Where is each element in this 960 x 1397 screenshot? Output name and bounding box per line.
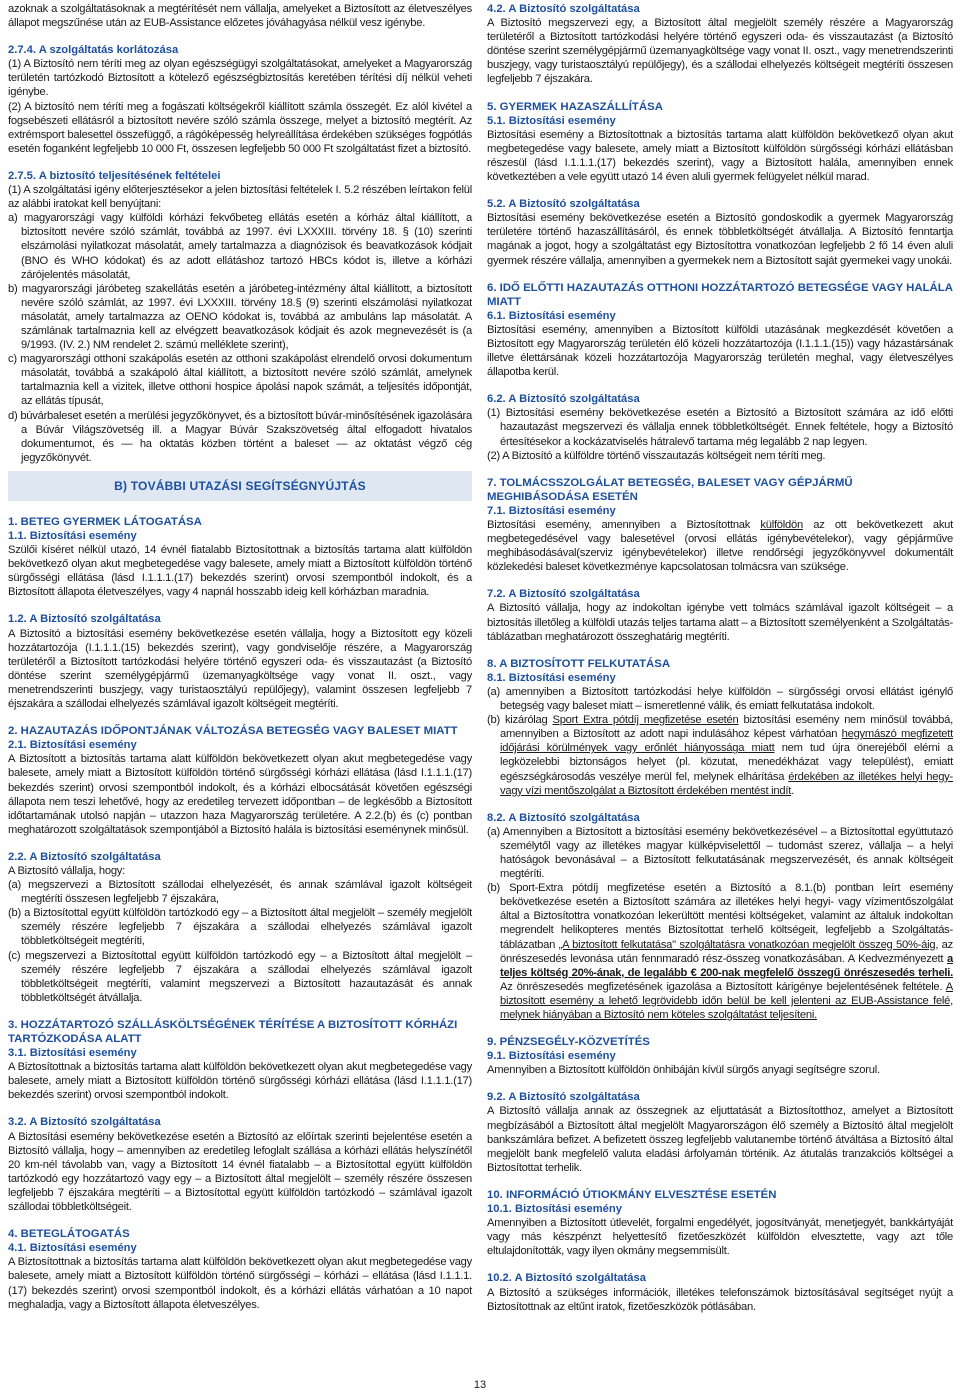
section-5-heading: 5. GYERMEK HAZASZÁLLÍTÁSA: [487, 100, 663, 113]
section-6-heading: 6. IDŐ ELŐTTI HAZAUTAZÁS OTTHONI HOZZÁTARTOZÓ BETEGSÉGE VAGY HALÁLA MIATT: [487, 281, 953, 308]
subsection-heading: 3.1. Biztosítási esemény: [8, 1047, 137, 1060]
underlined-text: érdekében az illetékes helyi hegy- vagy vízi mentőszolgálat a Biztosított érdekében mentést indít: [500, 770, 953, 797]
paragraph: Amennyiben a Biztosított útlevelét, forgalmi engedélyét, jogosítványát, menetjegyét, bankkártyáját vagy más készpénzt helyettesítő fizetőeszközét külföldön elvesztette, vagy azt tőle eltulajdonították, vagy ilyen okmány megsemmisült.: [487, 1217, 953, 1258]
paragraph: A Biztosító vállalja, hogy az indokoltan igénybe vett tolmács számlával igazolt költségeit – a biztosítás illetőleg a külföldi utazás teljes tartama alatt – a Biztosított személyenként a Szolgáltatás-táblázatban meghatározott összeghatárig megtéríti.: [487, 602, 953, 643]
underlined-text: hegymászó megfizetett időjárási körülmények vagy erőnlét hiányossága miatt: [500, 728, 953, 755]
list-item: c) magyarországi otthoni szakápolás esetén az otthoni szakápolást elrendelő orvosi dokumentum másolatát, továbbá a szakápoló által kiállított, a biztosított nevére szóló számlát, amelynek tartalmaznia kell a vizitek, illetve otthoni hospice ápolási napok számát, a teljesítés időpontját, az ellátás típusát,: [8, 353, 472, 408]
section-2-7-4-heading: [8, 43, 472, 57]
subsection-heading: 4.2. A Biztosító szolgáltatása: [487, 3, 640, 15]
paragraph: A Biztosító megszervezi egy, a Biztosított által megjelölt személy részére a Magyarország területéről a Biztosított tartózkodási helyére történő egyszeri oda- és visszautazást (a Biztosító döntése szerint személygépjármű üzemanyagköltsége vagy vonat II. oszt., vagy menetrendszerinti buszjegy, vagy turistaosztályú repülőjegy), és a szállodai elhelyezés költségeit megtéríti összesen legfeljebb 7 éjszakára.: [487, 17, 953, 86]
paragraph: Szülői kíséret nélkül utazó, 14 évnél fiatalabb Biztosítottnak a biztosítás tartama alatt külföldön bekövetkező olyan akut megbetegedése vagy balesete, amely miatt a Biztosított külföldön történő sürgősségi ellátása (lásd I.1.1.1.(17) bekezdés szerint) orvosi szempontból indokolt, és a Biztosított állapota életveszélyes, vagy 4 napnál hosszabb ideig kell kórházban maradnia.: [8, 544, 472, 599]
subsection-heading: 6.2. A Biztosító szolgáltatása: [487, 393, 640, 406]
section-8-heading: 8. A BIZTOSÍTOTT FELKUTATÁSA: [487, 657, 671, 670]
list-item: (1) Biztosítási esemény bekövetkezése esetén a Biztosító a Biztosított számára az idő előtti hazautazást megszervezi és vállalja ennek többletköltségét. Ennek feltétele, hogy a Biztosító értesítésekor a kockázatviselés hátralevő tartama még legalább 2 nap legyen.: [487, 407, 953, 448]
text-run: (b) Sport-Extra pótdíj megfizetése esetén a Biztosító a 8.1.(b) pontban leírt esemény bekövetkezése esetén a Biztosított számára az illetékes helyi hegyi- vagy vízimentőszolgálat által a Biztosítottra vonatkozóan lekerültött mentési költségeket, valamint az általuk indokoltan megrendelt helikopteres mentés Biztosítottat terhelő költségeit, legfeljebb a Szolgáltatás-táblázatban: [487, 882, 953, 951]
paragraph: Amennyiben a Biztosított külföldön önhibáján kívül sürgős anyagi segítségre szorul.: [487, 1064, 880, 1077]
text-run: .: [791, 784, 794, 797]
paragraph: Biztosítási esemény a Biztosítottnak a biztosítás tartama alatt külföldön bekövetkező olyan akut megbetegedése vagy balesete, amely miatt a Biztosított külföldön sürgősségi kórházi ellátásban részesül (lásd I.1.1.1.(17) bekezdés szerint), vagy a Biztosított halála, amennyiben ennek következtében a vele együtt utazó 14 éven aluli gyermek felügyelet nélkül marad.: [487, 128, 953, 184]
underlined-text: „A biztosított felkutatása" szolgáltatásra vonatkozóan megjelölt összeg 50%-áig: [558, 938, 936, 951]
paragraph: A Biztosító a biztosítási esemény bekövetkezése esetén vállalja, hogy a Biztosított egy közeli hozzátartozója (I.1.1.1.(15) bekezdés szerint), vagy gondviselője részére, a Magyarország területéről a Biztosított tartózkodási helyére történő egyszeri oda- és visszautazást (a Biztosító döntése szerint személygépjármű üzemanyagköltsége vagy vonat II. oszt., vagy menetrendszerinti buszjegy, vagy turistaosztályú repülőjegy), valamint összesen legfeljebb 7 éjszakára a szállodai elhelyezés számlával igazolt költségeit megtéríti.: [8, 627, 472, 711]
subsection-heading: 4.1. Biztosítási esemény: [8, 1242, 137, 1255]
subsection-heading: 3.2. A Biztosító szolgáltatása: [8, 1116, 161, 1129]
subsection-heading: 2.1. Biztosítási esemény: [8, 739, 137, 752]
subsection-heading: 6.1. Biztosítási esemény: [487, 309, 616, 322]
list-item: (c) megszervezi a Biztosítottal együtt külföldön tartózkodó egy – a Biztosított által megjelölt – személy részére legfeljebb 7 éjszakára a szállodai elhelyezés számlával igazolt többletköltségeit megtéríti, valamint megszervezi a Biztosított hazautazását és annak többletköltségét átvállalja.: [8, 949, 472, 1004]
list-item: b) magyarországi járóbeteg szakellátás esetén a járóbeteg-intézmény által kiállított, a biztosított nevére szóló számlát, az 1997. évi LXXXIII. törvény 18.§ (9) szerinti elszámolási nyilatkozat másolatát, amely tartalmazza az OENO kódokat is, továbbá az ambuláns lap másolatát. A számlának tartalmaznia kell az elvégzett beavatkozások kódjait és azok megnevezését is (a 9/1993. (IV. 2.) NM rendelet 2. számú melléklete szerint),: [8, 282, 472, 352]
underlined-text: A biztosított esemény a lehető legrövidebb időn belül be kell jelenteni az EUB-Assistance felé, melynek hiányában a Biztosító nem köteles szolgáltatást teljesíteni.: [500, 980, 953, 1021]
section-10-heading: 10. INFORMÁCIÓ ÚTIOKMÁNY ELVESZTÉSE ESETÉN: [487, 1188, 777, 1201]
text-run: az ott bekövetkezett akut megbetegedésével vagy balesetével (orvosi ellátás igénybevételekor), vagy gépjárműve meghibásodásával(szerviz igénybevételekor) illetve rendőrségi jegyzőkönyvvel dokumentált közlekedési baleset következménye kapcsolatosan tolmácsra van szüksége.: [487, 519, 953, 574]
subsection-heading: 10.2. A Biztosító szolgáltatása: [487, 1272, 646, 1285]
underlined-text: Sport Extra pótdíj megfizetése esetén: [552, 714, 739, 727]
paragraph: A Biztosítottnak a biztosítás tartama alatt külföldön bekövetkezett olyan akut megbetegedése vagy balesete, amely miatt a Biztosított külföldön történő sürgősségi – kórházi – ellátása (lásd I.1.1.1.(17) bekezdés szerint) orvosi szempontból indokolt, és a kórházi ellátás várhatóan a 10 napot meghaladja, vagy a Biztosított állapota életveszélyes.: [8, 1256, 472, 1311]
page-number: 13: [473, 1379, 487, 1391]
list-item: (a) megszervezi a Biztosított szállodai elhelyezését, és annak számlával igazolt költségeit megtéríti összesen legfeljebb 7 éjszakára,: [8, 879, 472, 906]
paragraph: Biztosítási esemény bekövetkezése esetén a Biztosító gondoskodik a gyermek Magyarország területére történő hazaszállításáról, és ennek többletköltségét átvállalja. A Biztosító fenntartja magának a jogot, hogy a szolgáltatást egy Biztosítottra vonatkozóan legfeljebb 2 fő 14 éven aluli gyermek részére vállalja, amennyiben a gyermekek nem a Biztosított saját gyermekei vagy unokái.: [487, 212, 953, 267]
paragraph: (1) A szolgáltatási igény előterjesztésekor a jelen biztosítási feltételek I. 5.2 részében leírtakon felül az alábbi iratokat kell benyújtani:: [8, 184, 472, 211]
right-column: [487, 2, 953, 1314]
section-title: A szolgáltatás korlátozása: [38, 44, 179, 57]
subsection-heading: 10.1. Biztosítási esemény: [487, 1203, 622, 1216]
paragraph: A Biztosító vállalja, hogy:: [8, 864, 126, 877]
section-2-heading: 2. HAZAUTAZÁS IDŐPONTJÁNAK VÁLTOZÁSA BETEGSÉG VAGY BALESET MIATT: [8, 725, 458, 738]
text-run: biztosítási esemény nem minősül továbbá, amennyiben a Biztosított az adott napi indulásához képest várhatóan: [500, 714, 953, 741]
paragraph: A Biztosított a biztosítás tartama alatt külföldön bekövetkezett olyan akut megbetegedése vagy balesete, amely miatt a Biztosított külföldön történő sürgősségi kórházi ellátása (lásd I.1.1.1.(17) bekezdés szerint) orvosi szempontból indokolt, és a kórházi elbocsátását követően egészségi állapota nem teszi lehetővé, hogy az eredetileg tervezett időpontban – de legkésőbb a Biztosított időtartamának utolsó napján – utazzon haza Magyarország területére. A 2.2.(b) és (c) pontban meghatározott szolgáltatások szempontjából a Biztosító halála is biztosítási eseménynek minősül.: [8, 753, 472, 836]
section-9-heading: 9. PÉNZSEGÉLY-KÖZVETÍTÉS: [487, 1036, 650, 1049]
subsection-heading: 5.2. A Biztosító szolgáltatása: [487, 198, 640, 211]
text-run: Biztosítási esemény, amennyiben a Biztosítottnak: [487, 519, 761, 531]
underlined-text: külföldön: [760, 519, 803, 531]
text-run: (b) kizárólag: [487, 714, 553, 727]
list-item: (b) a Biztosítottal együtt külföldön tartózkodó egy – a Biztosított által megjelölt – személy megjelölt személy részére legfeljebb 7 éjszakára a szállodai elhelyezés számlával igazolt többletköltségeit megtéríti,: [8, 907, 472, 948]
list-item: [487, 881, 953, 1022]
paragraph: A Biztosító a szükséges információk, illetékes telefonszámok biztosításával segítséget nyújt a Biztosítottnak az eltűnt iratok, fizetőeszközök pótlásában.: [487, 1286, 953, 1313]
list-item: d) búvárbaleset esetén a merülési jegyzőkönyvet, és a biztosított búvár-minősítésének igazolására a Búvár Világszövetség ill. a Magyar Búvár Szakszövetség által elfogadott hivatalos dokumentumot, és — ha oktatás közben történt a baleset — az oktatást végző cég jegyzőkönyvét.: [8, 409, 472, 464]
subsection-heading: 9.1. Biztosítási esemény: [487, 1050, 616, 1063]
subsection-heading: 7.1. Biztosítási esemény: [487, 504, 616, 517]
subsection-heading: 7.2. A Biztosító szolgáltatása: [487, 588, 640, 601]
text-run: Az önrészesedés megfizetésének igazolása a Biztosított kárigénye bejelentésének feltétele.: [500, 980, 946, 993]
subsection-heading: 8.1. Biztosítási esemény: [487, 671, 616, 684]
subsection-heading: 1.2. A Biztosító szolgáltatása: [8, 613, 161, 626]
subsection-heading: 5.1. Biztosítási esemény: [487, 114, 616, 127]
section-title: A biztosító teljesítésének feltételei: [38, 169, 221, 182]
intro-paragraph: azoknak a szolgáltatásoknak a megtérítését nem vállalja, amelyeket a Biztosított az életveszélyes állapot megszűnése után az EUB-Assistance előzetes jóváhagyása nélkül vesz igénybe.: [8, 3, 472, 30]
section-banner: B) TOVÁBBI UTAZÁSI SEGÍTSÉGNYÚJTÁS: [8, 471, 472, 501]
bold-underlined-text: a teljes költség 20%-ának, de legalább € 200-nak megfelelő összegű önrészesedés terheli.: [500, 952, 953, 979]
left-column: [8, 2, 472, 1312]
list-item: (a) amennyiben a Biztosított tartózkodási helye külföldön – sürgősségi orvosi ellátást igénylő betegség vagy baleset miatt – ismeretlenné válik, és emiatt felkutatása indokolt.: [487, 685, 953, 713]
subsection-heading: 2.2. A Biztosító szolgáltatása: [8, 850, 161, 863]
paragraph: (1) A Biztosító nem téríti meg az olyan egészségügyi szolgáltatásokat, amelyeket a Magyarország területén tartózkodó Biztosított a kötelező egészségbiztosítás keretében térítési díj nélkül veheti igénybe.: [8, 58, 472, 99]
list-item: a) magyarországi vagy külföldi kórházi fekvőbeteg ellátás esetén a kórház által kiállított, a biztosított nevére szóló számlát, továbbá az 1997. évi LXXXIII. törvény 18. § (10) szerinti elszámolási nyilatkozat másolatát, amely tartalmazza a diagnózisok és beavatkozások kódjait (BNO és WHO kódokat) és az adott ellátáshoz tartozó HBCs kódot is, illetve a kórházi zárójelentés másolatát,: [8, 212, 472, 281]
paragraph: (2) A biztosító nem téríti meg a fogászati költségekről kiállított számla összegét. Ez alól kivétel a fogsebészeti ellátásról a biztosított nevére szóló számla összege, melyet a biztosító megtérít. Az extrémsport balesettel összefüggő, a rágóképesség helyreállítása érdekében szükséges fogpótlás esetén foganként legfeljebb 10 000 Ft, összesen legfeljebb 50 000 Ft szolgáltatást fizet a biztosító.: [8, 100, 472, 155]
list-item: (2) A Biztosító a külföldre történő visszautazás költségeit nem téríti meg.: [487, 449, 826, 462]
section-1-heading: 1. BETEG GYERMEK LÁTOGATÁSA: [8, 515, 202, 528]
paragraph: Biztosítási esemény, amennyiben a Biztosított külföldi utazásának megkezdését követően a Biztosított egy Magyarország területén élő közeli hozzátartozója (I.1.1.1.(15)) vagy házastársának illetve élettársának közeli hozzátartozója Magyarország területén meghal, vagy életveszélyes állapotba kerül.: [487, 323, 953, 379]
paragraph: A Biztosítási esemény bekövetkezése esetén a Biztosító az előírtak szerinti bejelentése esetén a Biztosító vállalja, hogy – amennyiben az eredetileg lefoglalt szállása a kórházi ellátás helyszínétől 20 km-nél távolabb van, vagy a Biztosított 14 évnél fiatalabb – a Biztosítottal együtt külföldön tartózkodó egy hozzátartozó vagy egy – a Biztosított által megjelölt – személy részére összesen legfeljebb 7 éjszakára megtéríti – a Biztosítottal együtt külföldön tartózkodó – számlával igazolt szállodai többletköltségeit.: [8, 1130, 472, 1214]
list-item: (a) Amennyiben a Biztosított a biztosítási esemény bekövetkezésével – a Biztosítottal együttutazó személytől vagy az illetékes magyar külképviselettől – tudomást szerez, vállalja – a helyi hatóságok bevonásával – a Biztosított felkutatásának megszervezését, és annak költségeit megtéríti.: [487, 825, 953, 881]
text-run: nem tud újra önerejéből elérni a legközelebbi biztonságos helyet (pl. közutat, menedékházat vagy települést), emiatt egészségkárosodás veszélye merül fel, melynek elhárítása: [500, 742, 953, 783]
section-3-heading: 3. HOZZÁTARTOZÓ SZÁLLÁSKÖLTSÉGÉNEK TÉRÍTÉSE A BIZTOSÍTOTT KÓRHÁZI TARTÓZKODÁSA ALATT: [8, 1018, 458, 1045]
list-item: [487, 713, 953, 798]
section-2-7-5-heading: [8, 169, 472, 183]
section-number: 2.7.5.: [8, 169, 36, 182]
paragraph: A Biztosítottnak a biztosítás tartama alatt külföldön bekövetkezett olyan akut megbetegedése vagy balesete, amely miatt a Biztosított külföldön történő sürgősségi kórházi ellátása (lásd I.1.1.1.(17) bekezdés szerint) orvosi szempontból indokolt.: [8, 1061, 472, 1102]
subsection-heading: 1.1. Biztosítási esemény: [8, 530, 137, 542]
section-4-heading: 4. BETEGLÁTOGATÁS: [8, 1228, 130, 1241]
text-run: , az önrészesedés levonása után fennmaradó rész-összeg vonatkozásában. A Kedvezményezett: [500, 938, 953, 965]
section-number: 2.7.4.: [8, 44, 36, 57]
subsection-heading: 8.2. A Biztosító szolgáltatása: [487, 811, 640, 824]
paragraph: A Biztosító vállalja annak az összegnek az eljuttatását a Biztosítotthoz, amelyet a Biztosított megbízásából a Biztosított által megjelölt Magyarországon élő személy a Biztosító által megjelölt bankszámlára befizet. A befizetett összeg legfeljebb valutanembe történő átváltása a Biztosító által megjelölt bank megfelelő valuta eladási árfolyamán történik. Az átutalás tranzakciós költségei a Biztosítottat terhelik.: [487, 1105, 953, 1174]
paragraph: [487, 518, 953, 574]
subsection-heading: 9.2. A Biztosító szolgáltatása: [487, 1091, 640, 1104]
section-7-heading: 7. TOLMÁCSSZOLGÁLAT BETEGSÉG, BALESET VAGY GÉPJÁRMŰ MEGHIBÁSODÁSA ESETÉN: [487, 476, 853, 503]
